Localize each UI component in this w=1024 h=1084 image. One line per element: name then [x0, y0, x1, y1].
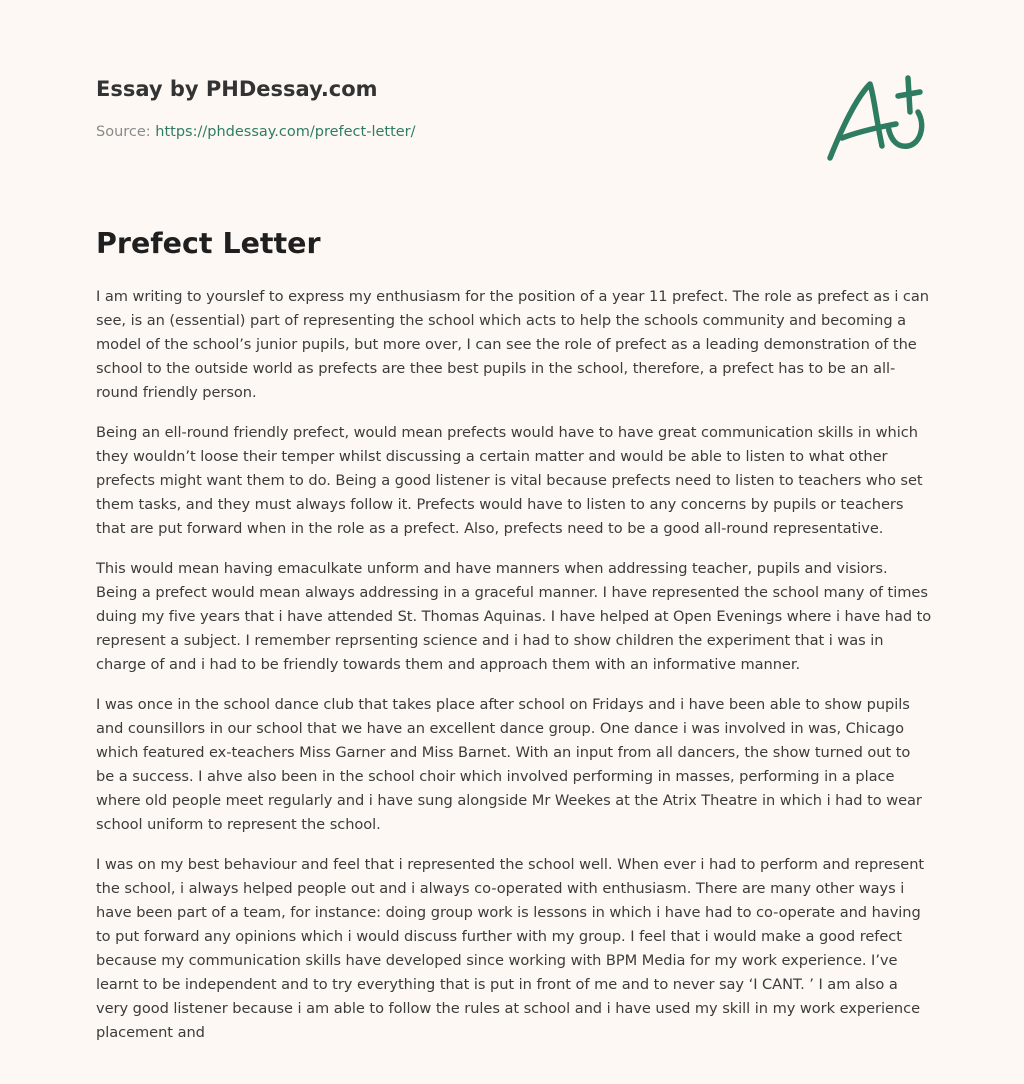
- page-header: [96, 74, 928, 174]
- source-line: [96, 122, 928, 142]
- source-link[interactable]: https://phdessay.com/prefect-letter/: [155, 124, 416, 140]
- essay-paragraph: I was once in the school dance club that takes place after school on Fridays and i have been able to show pupils and counsillors in our school that we have an excellent dance group. One dance i was involved in was, Chicago which featured ex-teachers Miss Garner and Miss Barnet. With an input from all dancers, the show turned out to be a success. I ahve also been in the school choir which involved performing in masses, performing in a place where old people meet regularly and i have sung alongside Mr Weekes at the Atrix Theatre in which i had to wear school uniform to represent the school.: [96, 696, 922, 833]
- essay-paragraph: Being an ell-round friendly prefect, would mean prefects would have to have great communication skills in which they wouldn’t loose their temper whilst discussing a certain matter and would be able to listen to what other prefects might want them to do. Being a good listener is vital because prefects need to listen to teachers who set them tasks, and they must always follow it. Prefects would have to listen to any concerns by pupils or teachers that are put forward when in the role as a prefect. Also, prefects need to be a good all-round representative.: [96, 424, 923, 537]
- essay-title: Prefect Letter: [96, 227, 321, 260]
- essay-paragraph: This would mean having emaculkate unform and have manners when addressing teacher, pupils and visiors. Being a prefect would mean always addressing in a graceful manner. I have represented the school many of times duing my five years that i have attended St. Thomas Aquinas. I have helped at Open Evenings where i have had to represent a subject. I remember reprsenting science and i had to show children the experiment that i was in charge of and i had to be friendly towards them and approach them with an informative manner.: [96, 560, 932, 673]
- a-plus-grade-icon: [822, 66, 932, 166]
- essay-paragraph: I am writing to yourslef to express my enthusiasm for the position of a year 11 prefect. The role as prefect as i can see, is an (essential) part of representing the school which acts to help the schools community and becoming a model of the school’s junior pupils, but more over, I can see the role of prefect as a leading demonstration of the school to the outside world as prefects are thee best pupils in the school, therefore, a prefect has to be an all-round friendly person.: [96, 288, 929, 401]
- source-label: Source:: [96, 124, 151, 140]
- brand-title: Essay by PHDessay.com: [96, 77, 378, 101]
- essay-paragraph: I was on my best behaviour and feel that i represented the school well. When ever i had to perform and represent the school, i always helped people out and i always co-operated with enthusiasm. There are many other ways i have been part of a team, for instance: doing group work is lessons in which i have had to co-operate and having to put forward any opinions which i would discuss further with my group. I feel that i would make a good refect because my communication skills have developed since working with BPM Media for my work experience. I’ve learnt to be independent and to try everything that is put in front of me and to never say ‘I CANT. ’ I am also a very good listener because i am able to follow the rules at school and i have used my skill in my work experience placement and: [96, 856, 925, 1041]
- essay-body: [96, 285, 932, 1061]
